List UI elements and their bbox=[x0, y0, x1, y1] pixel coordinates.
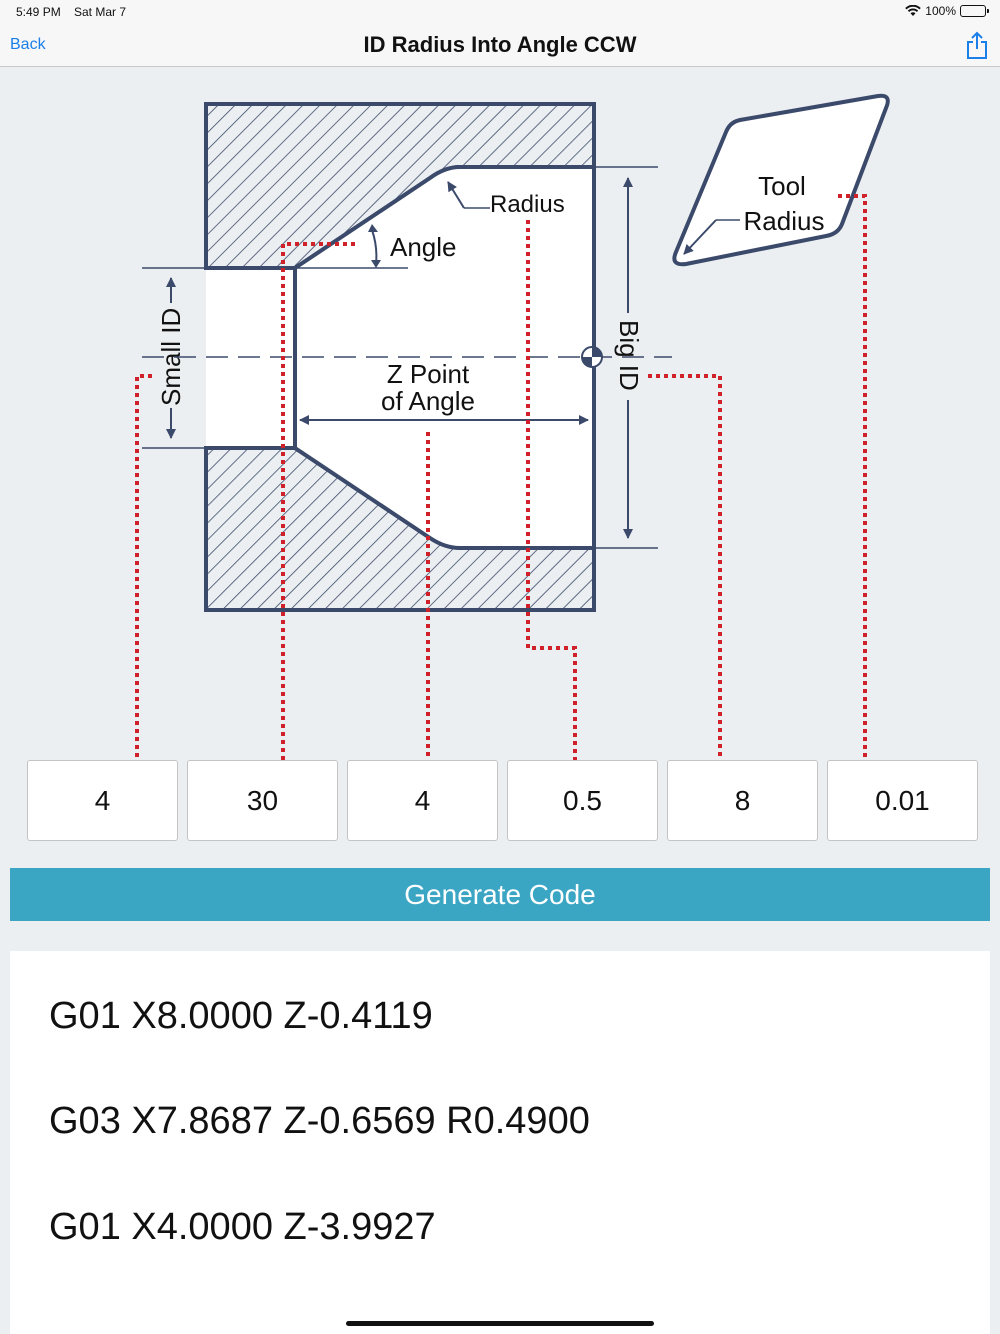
parameter-inputs bbox=[0, 760, 1000, 842]
code-line: G03 X7.8687 Z-0.6569 R0.4900 bbox=[49, 1100, 590, 1142]
big-id-input[interactable] bbox=[667, 760, 818, 841]
battery-percent: 100% bbox=[925, 4, 956, 18]
small-id-label: Small ID bbox=[156, 307, 186, 406]
battery-icon bbox=[960, 5, 986, 17]
status-bar bbox=[0, 0, 1000, 24]
machining-diagram bbox=[0, 68, 1000, 768]
radius-label: Radius bbox=[490, 191, 565, 218]
code-line: G01 X4.0000 Z-3.9927 bbox=[49, 1206, 436, 1248]
page-title: ID Radius Into Angle CCW bbox=[363, 32, 637, 57]
z-point-input[interactable] bbox=[347, 760, 498, 841]
small-id-input[interactable] bbox=[27, 760, 178, 841]
angle-input[interactable] bbox=[187, 760, 338, 841]
wifi-icon bbox=[905, 5, 921, 17]
leader-big-id bbox=[648, 376, 720, 760]
leader-small-id bbox=[137, 376, 152, 760]
navigation-bar bbox=[0, 24, 1000, 67]
z-point-label-1: Z Point bbox=[386, 359, 470, 389]
center-mark-icon bbox=[582, 347, 602, 367]
home-indicator[interactable] bbox=[346, 1321, 654, 1326]
tool-radius-label-1: Tool bbox=[758, 171, 806, 201]
tool-radius-input[interactable] bbox=[827, 760, 978, 841]
status-date: Sat Mar 7 bbox=[74, 5, 127, 19]
angle-label: Angle bbox=[390, 232, 457, 262]
status-time: 5:49 PM bbox=[16, 5, 61, 19]
share-icon[interactable] bbox=[964, 30, 990, 60]
code-line: G01 X8.0000 Z-0.4119 bbox=[49, 995, 433, 1037]
status-indicators bbox=[905, 4, 986, 18]
leader-tool-radius bbox=[838, 196, 865, 760]
big-id-label: Big ID bbox=[614, 320, 644, 391]
z-point-label-2: of Angle bbox=[381, 386, 475, 416]
radius-input[interactable] bbox=[507, 760, 658, 841]
tool-radius-label-2: Radius bbox=[743, 206, 825, 236]
back-button[interactable]: Back bbox=[10, 36, 46, 53]
generate-code-button[interactable]: Generate Code bbox=[10, 868, 990, 921]
code-output-panel bbox=[10, 951, 990, 1334]
